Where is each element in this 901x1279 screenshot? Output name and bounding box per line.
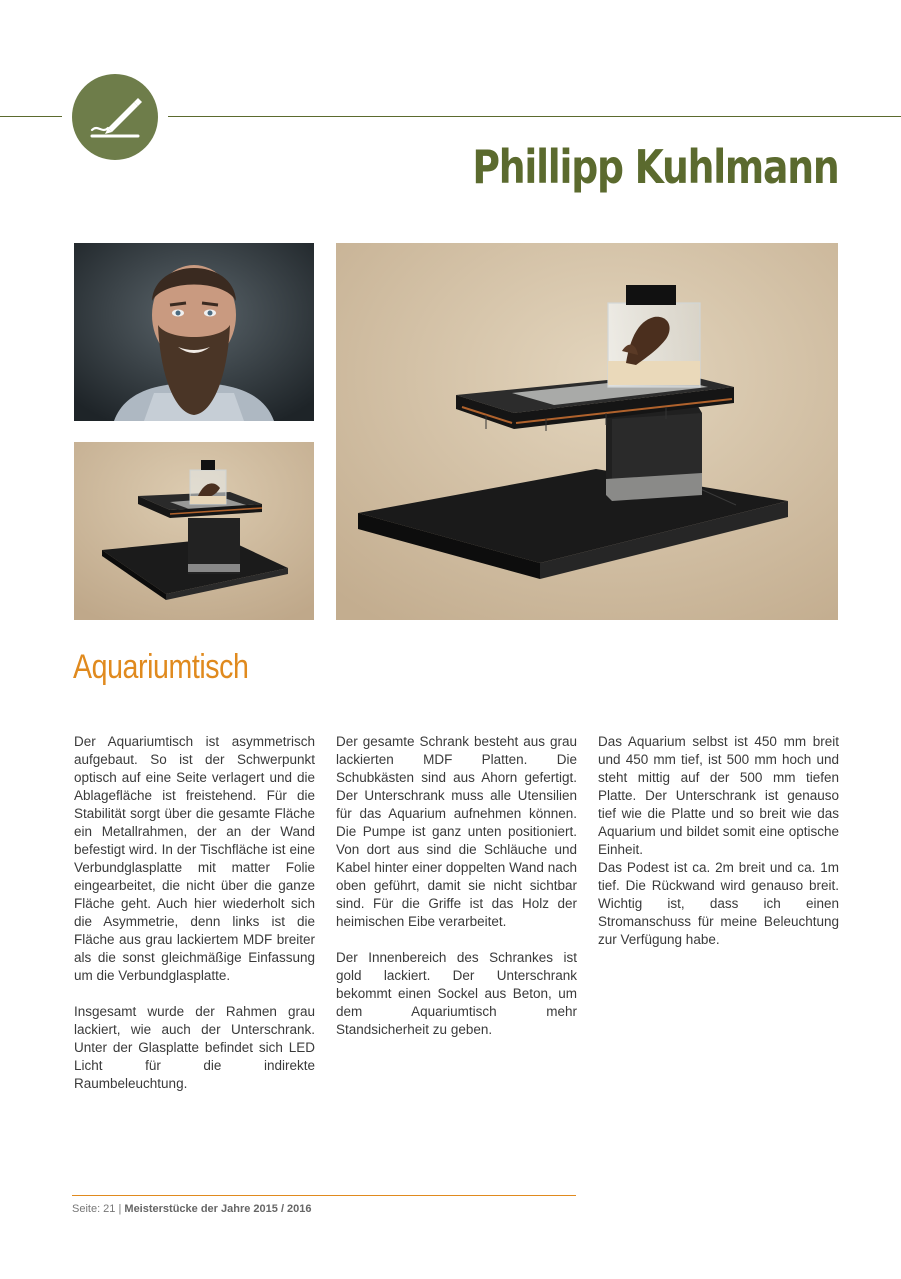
header-rule-left [0,116,62,117]
publication-title: Meisterstücke der Jahre 2015 / 2016 [124,1203,312,1215]
paragraph: Der gesamte Schrank besteht aus grau lackierten MDF Platten. Die Schubkästen sind aus Ahorn gefertigt. Der Unterschrank muss alle Utensilien für das Aquarium aufnehmen können. Die Pumpe ist ganz unten positioniert. Von dort aus sind die Schläuche und Kabel hinter einer doppelten Wand nach oben geführt, damit sie nicht sichtbar sind. Für die Griffe ist das Holz der heimischen Eibe verarbeitet. [336,734,577,929]
aquarium-table-small-photo [74,442,314,620]
logo-badge [72,74,158,160]
paragraph: Das Podest ist ca. 2m breit und ca. 1m tief. Die Rückwand wird genauso breit. Wichtig ist, dass ich einen Stromanschuss für meine Beleuchtung zur Verfügung habe. [598,860,839,947]
paragraph: Der Innenbereich des Schrankes ist gold lackiert. Der Unterschrank bekommt einen Sockel aus Beton, um dem Aquariumtisch mehr Standsicherheit zu geben. [336,950,577,1037]
paragraph: Der Aquariumtisch ist asymmetrisch aufgebaut. So ist der Schwerpunkt optisch auf eine Seite verlagert und die Ablagefläche ist freistehend. Für die Stabilität sorgt über die gesamte Fläche ein Metallrahmen, der an der Wand befestigt wird. In der Tischfläche ist eine Verbundglasplatte mit matter Folie eingearbeitet, die nicht über die ganze Fläche geht. Auch hier wiederholt sich die Asymmetrie, denn links ist die Fläche aus grau lackiertem MDF breiter als die sonst gleichmäßige Einfassung um die Verbundglasplatte. [74,734,315,983]
page-title: Phillipp Kuhlmann [471,140,838,194]
text-column-1 [74,733,315,1111]
aquarium-table-large-photo [336,243,838,620]
footer-rule [72,1195,576,1196]
article-heading: Aquariumtisch [73,648,249,686]
portrait-photo [74,243,314,421]
text-column-3 [598,733,839,967]
paragraph: Insgesamt wurde der Rahmen grau lackiert, wie auch der Unterschrank. Unter der Glasplatte befindet sich LED Licht für die indirekte Raumbeleuchtung. [74,1004,315,1091]
text-column-2 [336,733,577,1057]
pen-signature-icon [72,74,158,160]
footer [72,1203,312,1215]
page-number: Seite: 21 | [72,1203,122,1215]
paragraph: Das Aquarium selbst ist 450 mm breit und 450 mm tief, ist 500 mm hoch und steht mittig auf der 500 mm tiefen Platte. Der Unterschrank ist genauso tief wie die Platte und so breit wie das Aquarium und bildet somit eine optische Einheit. [598,734,839,857]
header-rule-right [168,116,901,117]
